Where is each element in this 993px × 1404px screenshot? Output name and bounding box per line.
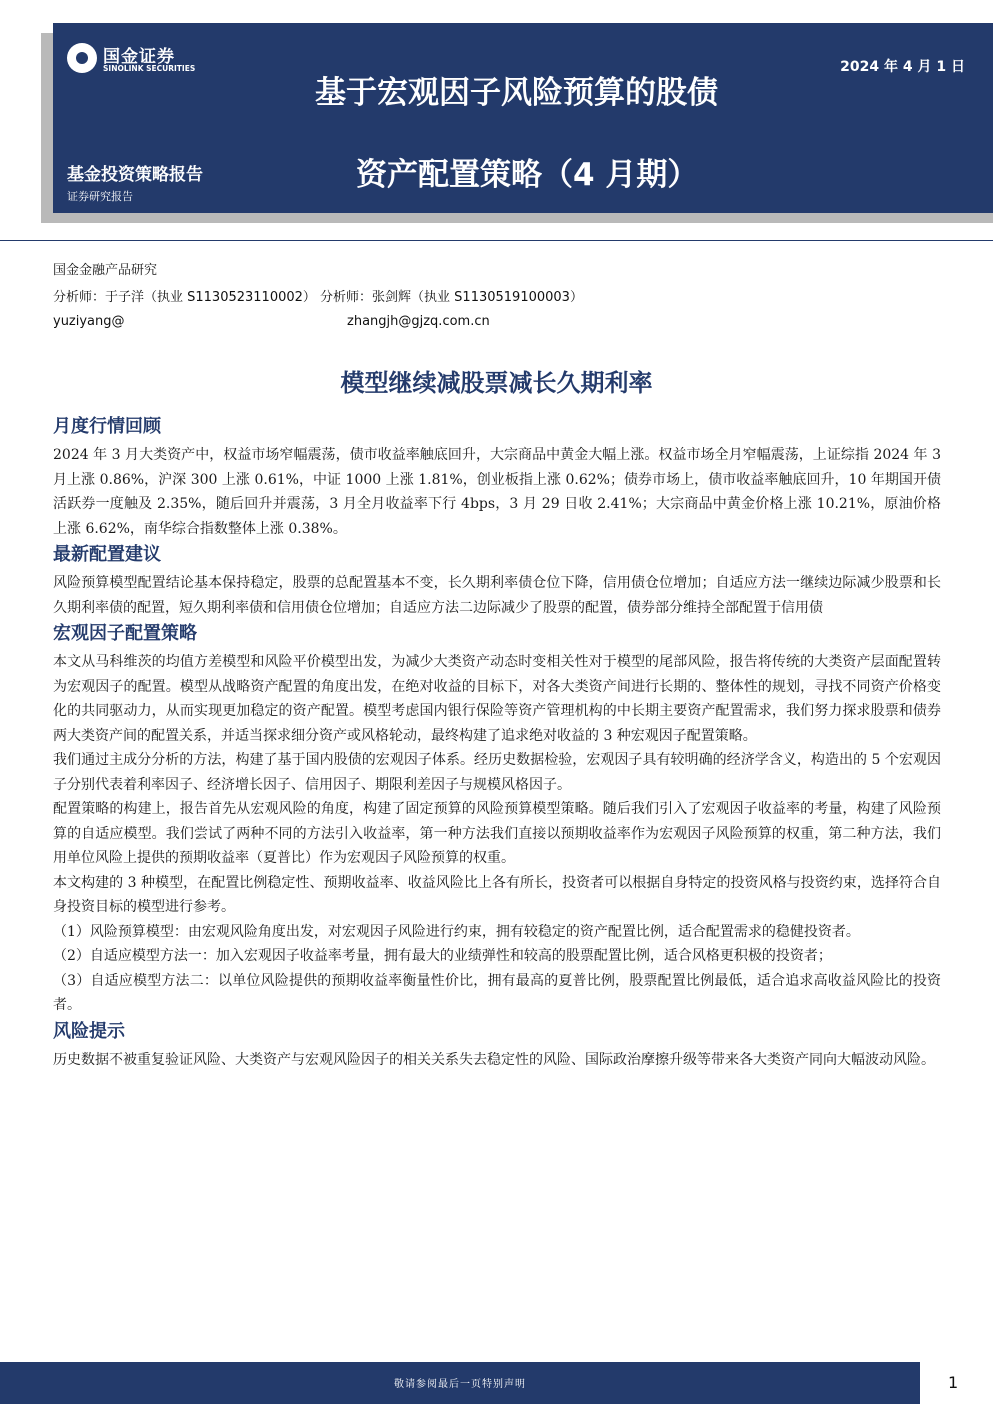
section-title-risk: 风险提示 — [53, 1020, 125, 1042]
summary-headline: 模型继续减股票减长久期利率 — [340, 369, 653, 397]
report-category: 证券研究报告 — [67, 190, 133, 203]
section-title-strategy: 宏观因子配置策略 — [53, 623, 197, 644]
review-paragraph: 2024 年 3 月大类资产中，权益市场窄幅震荡，债市收益率触底回升，大宗商品中黄金大幅上涨。权益市场全月窄幅震荡，上证综指 2024 年 3 月上涨 0.86%，沪深 300 上涨 0.61%，中证 1000 上涨 1.81%，创业板指上涨 0.62%；债券市场上，债市收益率触底回升，10 年期国开债活跃券一度触及 2.35%，随后回升并震荡，3 月全月收益率下行 4bps，3 月 29 日收 2.41%；大宗商品中黄金价格上涨 10.21%，原油价格上涨 6.62%，南华综合指数整体上涨 0.38%。 — [53, 447, 941, 537]
strategy-paragraph-3: 配置策略的构建上，报告首先从宏观风险的角度，构建了固定预算的风险预算模型策略。随后我们引入了宏观因子收益率的考量，构建了风险预算的自适应模型。我们尝试了两种不同的方法引入收益率，第一种方法我们直接以预期收益率作为宏观因子风险预算的权重，第二种方法，我们用单位风险上提供的预期收益率（夏普比）作为宏观因子风险预算的权重。 — [53, 801, 941, 866]
section-title-review: 月度行情回顾 — [53, 416, 161, 437]
strategy-model-2: （2）自适应模型方法一：加入宏观因子收益率考量，拥有最大的业绩弹性和较高的股票配置比例，适合风格更积极的投资者； — [53, 948, 832, 964]
analyst-list: 分析师：于子洋（执业 S1130523110002） 分析师：张剑辉（执业 S1130519100003） — [53, 290, 583, 305]
header-divider — [0, 240, 993, 241]
disclaimer-notice: 敬请参阅最后一页特别声明 — [394, 1379, 526, 1390]
page-footer — [0, 1362, 920, 1404]
page-number: 1 — [948, 1373, 959, 1392]
logo-mark-icon — [67, 43, 97, 73]
risk-paragraph: 历史数据不被重复验证风险、大类资产与宏观风险因子的相关关系失去稳定性的风险、国际政治摩擦升级等带来各大类资产同向大幅波动风险。 — [53, 1051, 935, 1068]
logo-name-en: SINOLINK SECURITIES — [103, 64, 196, 73]
strategy-paragraph-1: 本文从马科维茨的均值方差模型和风险平价模型出发，为减少大类资产动态时变相关性对于模型的尾部风险，报告将传统的大类资产层面配置转为宏观因子的配置。模型从战略资产配置的角度出发，在绝对收益的目标下，对各大类资产间进行长期的、整体性的规划，寻找不同资产价格变化的共同驱动力，从而实现更加稳定的资产配置。模型考虑国内银行保险等资产管理机构的中长期主要资产配置需求，我们努力探求股票和债券两大类资产间的配置关系，并适当探求细分资产或风格轮动，最终构建了追求绝对收益的 3 种宏观因子配置策略。 — [53, 654, 941, 744]
advice-paragraph: 风险预算模型配置结论基本保持稳定，股票的总配置基本不变，长久期利率债仓位下降，信用债仓位增加；自适应方法一继续边际减少股票和长久期利率债的配置，短久期利率债和信用债仓位增加；自适应方法二边际减少了股票的配置，债券部分维持全部配置于信用债 — [53, 575, 941, 616]
company-logo — [67, 41, 217, 81]
strategy-model-1: （1）风险预算模型：由宏观风险角度出发，对宏观因子风险进行约束，拥有较稳定的资产配置比例，适合配置需求的稳健投资者。 — [53, 923, 860, 940]
report-type: 基金投资策略报告 — [67, 165, 203, 185]
research-team: 国金金融产品研究 — [53, 263, 158, 278]
strategy-model-3: （3）自适应模型方法二：以单位风险提供的预期收益率衡量性价比，拥有最高的夏普比例，股票配置比例最低，适合追求高收益风险比的投资者。 — [53, 972, 941, 1013]
analyst-email-1[interactable]: yuziyang@ — [53, 314, 125, 329]
strategy-paragraph-2: 我们通过主成分分析的方法，构建了基于国内股债的宏观因子体系。经历史数据检验，宏观因子具有较明确的经济学含义，构造出的 5 个宏观因子分别代表着利率因子、经济增长因子、信用因子、期限利差因子与规模风格因子。 — [53, 752, 941, 793]
report-date: 2024 年 4 月 1 日 — [840, 59, 965, 75]
report-title-line2: 资产配置策略（4 月期） — [356, 157, 699, 193]
report-title-line1: 基于宏观因子风险预算的股债 — [315, 75, 718, 111]
strategy-paragraph-4: 本文构建的 3 种模型，在配置比例稳定性、预期收益率、收益风险比上各有所长，投资者可以根据自身特定的投资风格与投资约束，选择符合自身投资目标的模型进行参考。 — [53, 874, 941, 915]
analyst-email-2[interactable]: zhangjh@gjzq.com.cn — [347, 314, 490, 329]
section-title-advice: 最新配置建议 — [53, 544, 161, 565]
logo-name-cn: 国金证券 — [103, 47, 175, 67]
report-header — [53, 23, 993, 213]
report-body — [53, 413, 941, 1072]
